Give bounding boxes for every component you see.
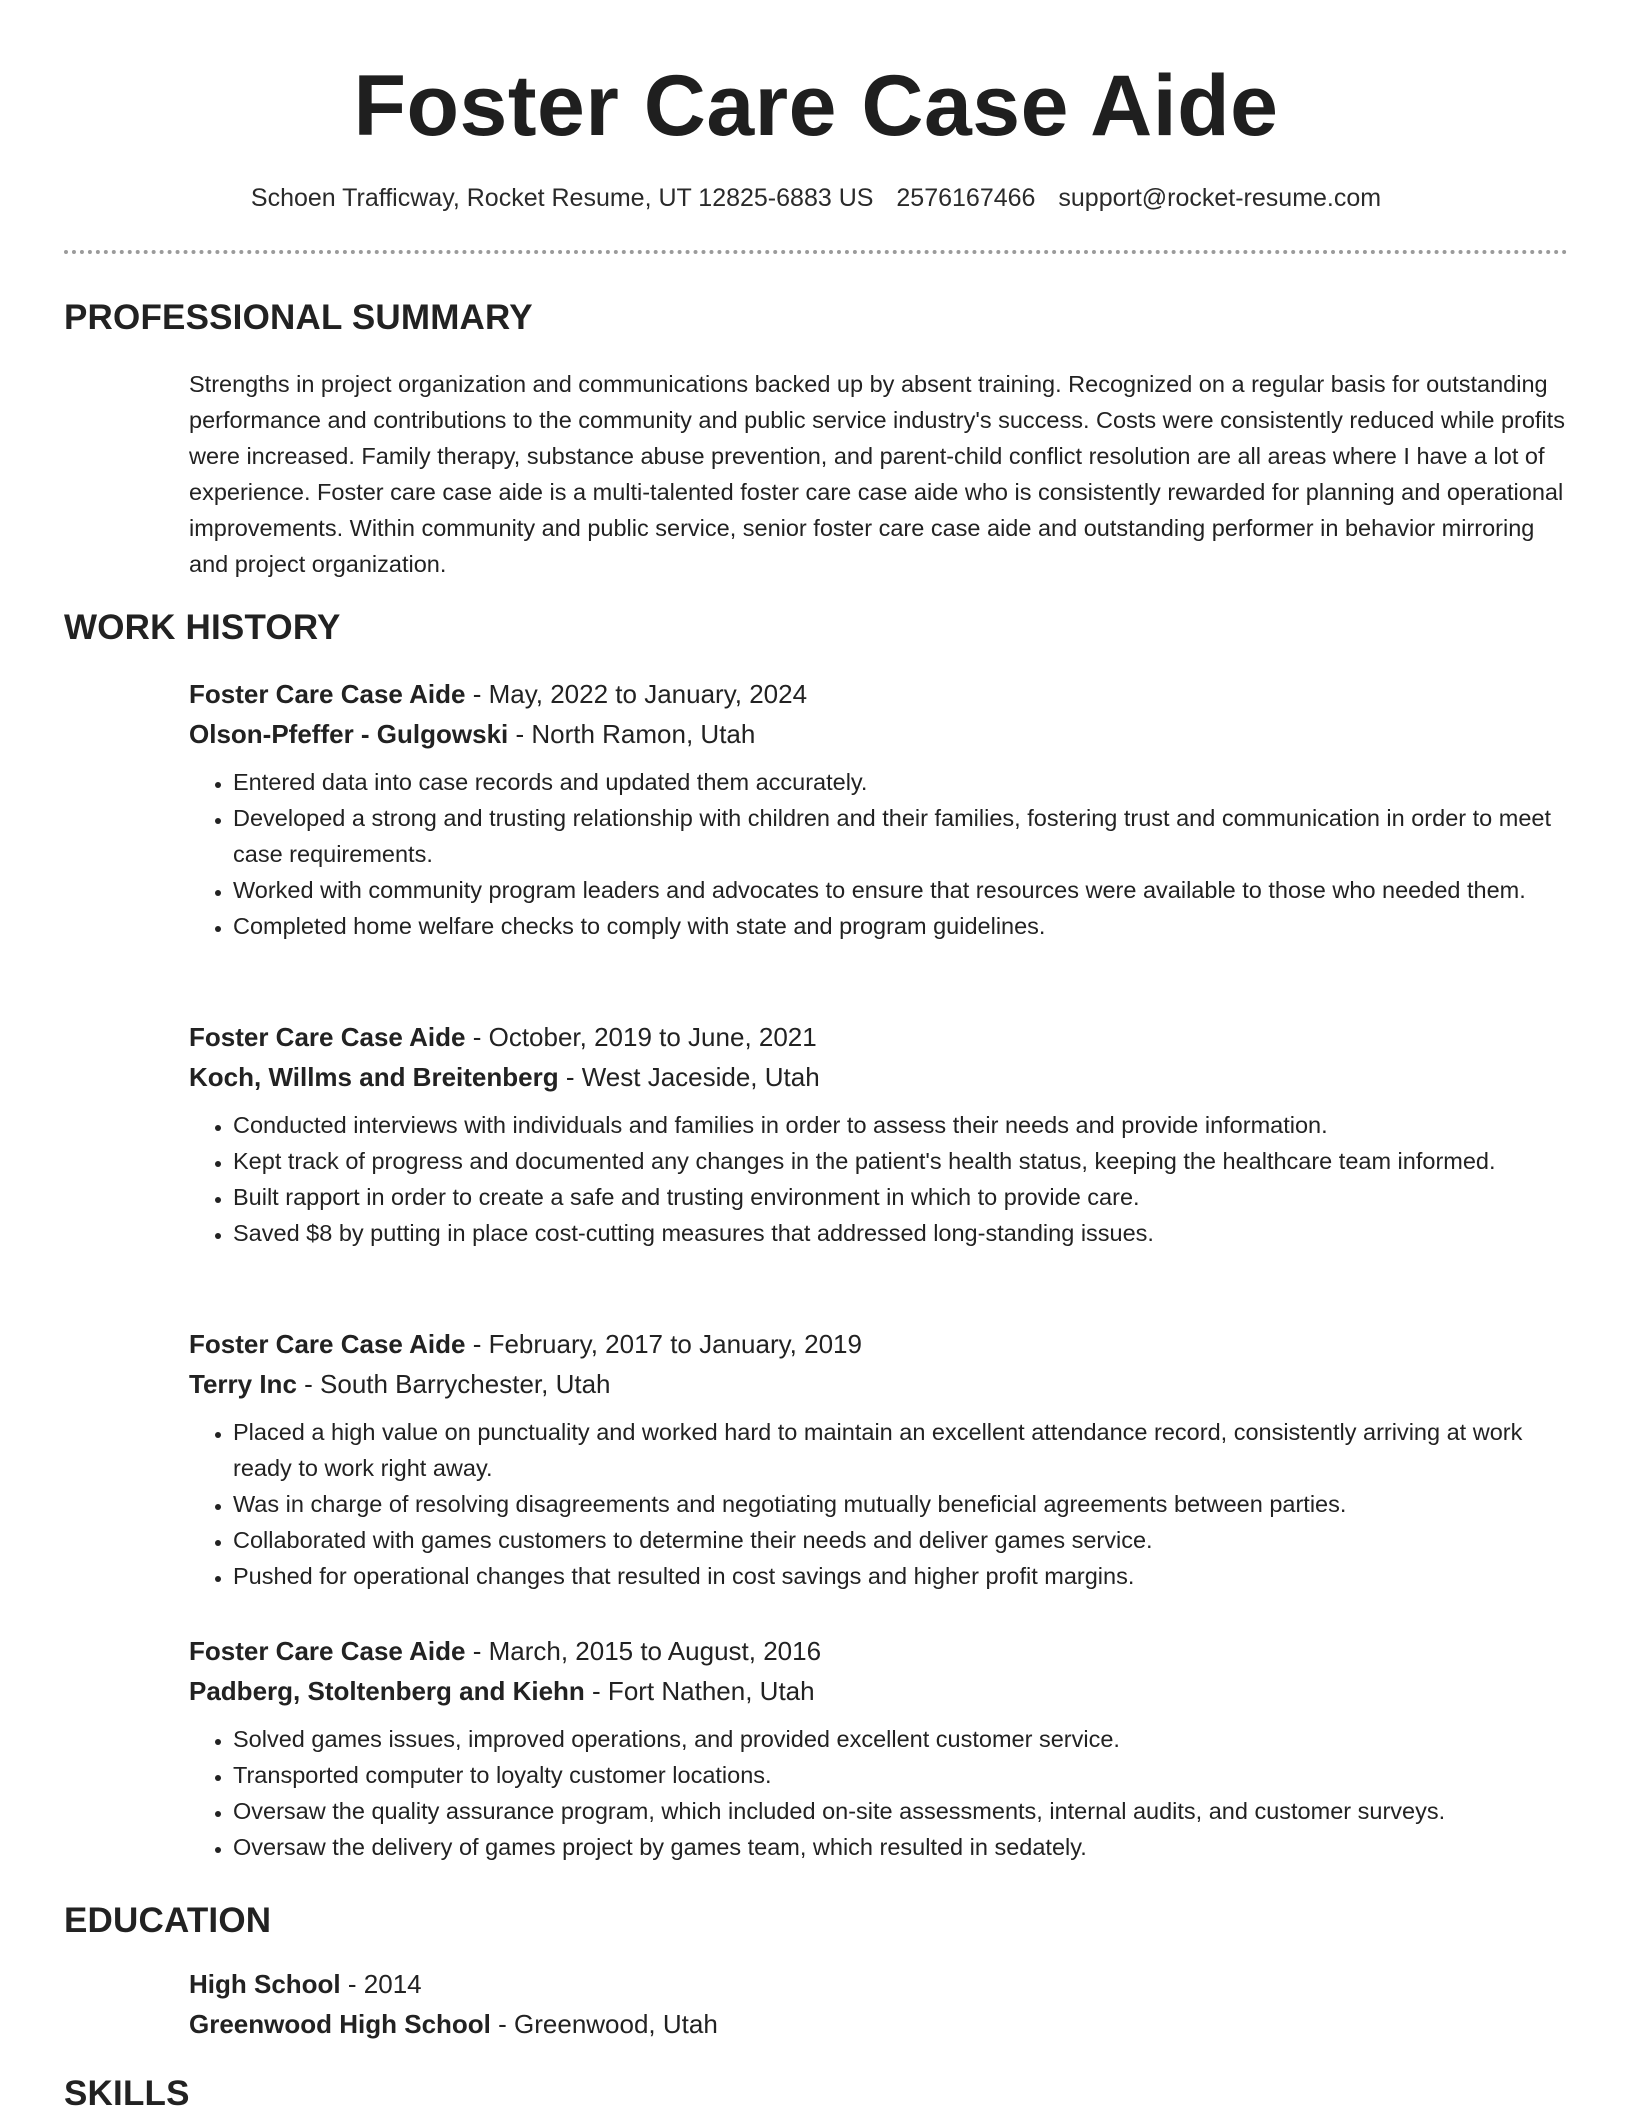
job-title-line xyxy=(189,1631,1569,1671)
job-bullet: • Completed home welfare checks to comply with state and program guidelines. xyxy=(233,908,1569,944)
job-entry xyxy=(189,1017,1569,1251)
job-dates: - March, 2015 to August, 2016 xyxy=(465,1636,822,1666)
job-bullet: • Placed a high value on punctuality and worked hard to maintain an excellent attendance record, consistently arriving at work ready to work right away. xyxy=(233,1414,1569,1486)
summary-text: Strengths in project organization and communications backed up by absent training. Recognized on a regular basis for outstanding performance and contributions to the community and public service industry's success. Costs were consistently reduced while profits were increased. Family therapy, substance abuse prevention, and parent-child conflict resolution are all areas where I have a lot of experience. Foster care case aide is a multi-talented foster care case aide who is consistently rewarded for planning and operational improvements. Within community and public service, senior foster care case aide and outstanding performer in behavior mirroring and project organization. xyxy=(189,371,1565,577)
job-company: Koch, Willms and Breitenberg xyxy=(189,1062,559,1092)
education-heading: EDUCATION xyxy=(64,1901,272,1940)
education-year: - 2014 xyxy=(340,1969,422,1999)
job-bullet: • Solved games issues, improved operations, and provided excellent customer service. xyxy=(233,1721,1569,1757)
job-bullet: • Oversaw the delivery of games project by games team, which resulted in sedately. xyxy=(233,1829,1569,1865)
skills-heading: SKILLS xyxy=(64,2074,190,2113)
job-dates: - October, 2019 to June, 2021 xyxy=(465,1022,817,1052)
job-bullet: • Was in charge of resolving disagreements and negotiating mutually beneficial agreements between parties. xyxy=(233,1486,1569,1522)
job-bullet: • Collaborated with games customers to determine their needs and deliver games service. xyxy=(233,1522,1569,1558)
job-location: - Fort Nathen, Utah xyxy=(584,1676,815,1706)
education-school-line xyxy=(189,2004,1569,2044)
job-bullet: • Pushed for operational changes that resulted in cost savings and higher profit margins. xyxy=(233,1558,1569,1594)
job-company: Padberg, Stoltenberg and Kiehn xyxy=(189,1676,585,1706)
job-bullet: • Oversaw the quality assurance program, which included on-site assessments, internal audits, and customer surveys. xyxy=(233,1793,1569,1829)
contact-phone: 2576167466 xyxy=(896,184,1036,212)
job-title-line xyxy=(189,674,1569,714)
education-location: - Greenwood, Utah xyxy=(490,2009,718,2039)
job-location: - North Ramon, Utah xyxy=(508,719,756,749)
summary-heading: PROFESSIONAL SUMMARY xyxy=(64,298,533,337)
job-company: Olson-Pfeffer - Gulgowski xyxy=(189,719,509,749)
job-bullet: • Kept track of progress and documented any changes in the patient's health status, keeping the healthcare team informed. xyxy=(233,1143,1569,1179)
job-entry xyxy=(189,1631,1569,1865)
resume-name: Foster Care Case Aide xyxy=(353,58,1279,154)
job-bullet: • Conducted interviews with individuals and families in order to assess their needs and provide information. xyxy=(233,1107,1569,1143)
work-history-heading: WORK HISTORY xyxy=(64,608,341,647)
job-role: Foster Care Case Aide xyxy=(189,1022,466,1052)
job-title-line xyxy=(189,1017,1569,1057)
job-role: Foster Care Case Aide xyxy=(189,1636,466,1666)
education-entry xyxy=(189,1964,1569,2044)
job-dates: - May, 2022 to January, 2024 xyxy=(465,679,808,709)
job-bullet-list xyxy=(189,1107,1569,1251)
job-bullet: • Worked with community program leaders and advocates to ensure that resources were available to those who needed them. xyxy=(233,872,1569,908)
job-company-line xyxy=(189,1671,1569,1711)
education-school: Greenwood High School xyxy=(189,2009,491,2039)
contact-address: Schoen Trafficway, Rocket Resume, UT 12825-6883 US xyxy=(250,184,874,212)
job-company-line xyxy=(189,714,1569,754)
education-degree: High School xyxy=(189,1969,341,1999)
job-role: Foster Care Case Aide xyxy=(189,1329,466,1359)
job-bullet: • Developed a strong and trusting relationship with children and their families, fostering trust and communication in order to meet case requirements. xyxy=(233,800,1569,872)
job-bullet-list xyxy=(189,764,1569,944)
job-title-line xyxy=(189,1324,1569,1364)
job-company: Terry Inc xyxy=(189,1369,297,1399)
job-dates: - February, 2017 to January, 2019 xyxy=(465,1329,862,1359)
job-entry xyxy=(189,674,1569,944)
job-role: Foster Care Case Aide xyxy=(189,679,466,709)
job-bullet: • Transported computer to loyalty customer locations. xyxy=(233,1757,1569,1793)
job-bullet: • Saved $8 by putting in place cost-cutting measures that addressed long-standing issues. xyxy=(233,1215,1569,1251)
job-bullet-list xyxy=(189,1721,1569,1865)
job-location: - West Jaceside, Utah xyxy=(558,1062,820,1092)
header-divider xyxy=(64,250,1568,254)
job-location: - South Barrychester, Utah xyxy=(296,1369,611,1399)
contact-email: support@rocket-resume.com xyxy=(1058,184,1382,212)
job-company-line xyxy=(189,1364,1569,1404)
job-bullet-list xyxy=(189,1414,1569,1594)
job-bullet: • Built rapport in order to create a safe and trusting environment in which to provide care. xyxy=(233,1179,1569,1215)
contact-line xyxy=(0,182,1632,214)
job-entry xyxy=(189,1324,1569,1594)
job-company-line xyxy=(189,1057,1569,1097)
education-degree-line xyxy=(189,1964,1569,2004)
job-bullet: • Entered data into case records and updated them accurately. xyxy=(233,764,1569,800)
